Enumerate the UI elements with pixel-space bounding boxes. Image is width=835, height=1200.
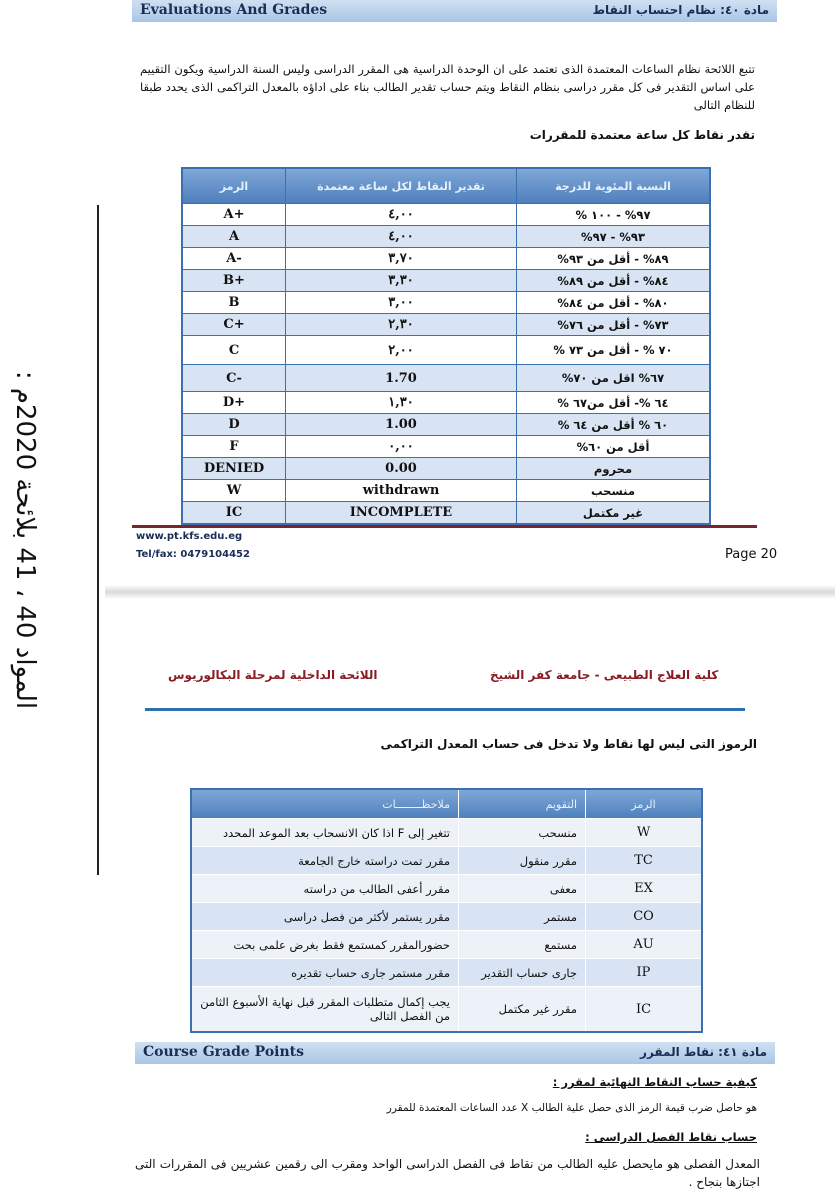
side-annotation-text: المواد 40 ، 41 بلائحة 2020م : [10, 370, 40, 710]
non-gpa-codes-table [190, 788, 703, 1033]
final-points-text: هو حاصل ضرب قيمة الرمز الذى حصل علية الطالب X عدد الساعات المعتمدة للمقرر [386, 1102, 757, 1114]
faculty-name: كلية العلاج الطبيعى - جامعة كفر الشيخ [490, 668, 719, 682]
points-cell: ٤,٠٠ [286, 204, 517, 226]
table-row [182, 458, 710, 480]
symbol-cell: A+ [182, 204, 286, 226]
percent-cell: غير مكتمل [517, 502, 711, 525]
table-row [191, 959, 702, 987]
table-row [191, 875, 702, 903]
code-cell: AU [586, 931, 703, 959]
percent-cell: ٨٩% - أقل من ٩٣% [517, 248, 711, 270]
notes-cell: تتغير إلى F اذا كان الانسحاب بعد الموعد المحدد [191, 819, 459, 847]
evaluation-cell: مستمر [459, 903, 586, 931]
points-cell: 0.00 [286, 458, 517, 480]
footer-website: www.pt.kfs.edu.eg [136, 531, 243, 542]
percent-cell: أقل من ٦٠% [517, 436, 711, 458]
footer-page-number: Page 20 [725, 547, 778, 562]
symbol-cell: DENIED [182, 458, 286, 480]
points-cell: INCOMPLETE [286, 502, 517, 525]
header-title-ar: مادة ٤٠: نظام احتساب النقاط [592, 3, 769, 17]
percent-cell: ٦٤ %- أقل من٦٧ % [517, 392, 711, 414]
percent-cell: ٨٠% - أقل من ٨٤% [517, 292, 711, 314]
table-header-row [182, 168, 710, 204]
table-row [191, 903, 702, 931]
header-divider [145, 708, 745, 711]
footer-divider [132, 525, 757, 528]
code-cell: IP [586, 959, 703, 987]
notes-cell: مقرر أعفى الطالب من دراسته [191, 875, 459, 903]
header-points: تقدير النقاط لكل ساعة معتمدة [286, 168, 517, 204]
header-title-en: Evaluations And Grades [140, 2, 328, 18]
points-cell: ٤,٠٠ [286, 226, 517, 248]
evaluation-cell: مقرر منقول [459, 847, 586, 875]
page-header-bar-2 [135, 1042, 775, 1064]
points-cell: ٠,٠٠ [286, 436, 517, 458]
percent-cell: ٨٤% - أقل من ٨٩% [517, 270, 711, 292]
table-row [182, 414, 710, 436]
points-cell: ٢,٣٠ [286, 314, 517, 336]
percent-cell: ٧٠ % - أقل من ٧٣ % [517, 336, 711, 365]
code-cell: CO [586, 903, 703, 931]
table-row [182, 480, 710, 502]
semester-points-text: المعدل الفصلى هو مايحصل عليه الطالب من نقاط فى الفصل الدراسى الواحد ومقرب الى رقمين عشريين فى المقررات التى اجتازها بنجاح . [135, 1157, 760, 1189]
table-row [182, 204, 710, 226]
points-cell: 1.70 [286, 365, 517, 392]
table-row [182, 336, 710, 365]
points-cell: ٣,٠٠ [286, 292, 517, 314]
left-margin-line [97, 205, 99, 875]
code-cell: EX [586, 875, 703, 903]
percent-cell: ٦٧% اقل من ٧٠% [517, 365, 711, 392]
table-header-row [191, 789, 702, 819]
table-row [182, 226, 710, 248]
notes-cell: مقرر يستمر لأكثر من فصل دراسى [191, 903, 459, 931]
symbol-cell: C- [182, 365, 286, 392]
header2-title-ar: مادة ٤١: نقاط المقرر [640, 1045, 767, 1059]
footer-telfax: Tel/fax: 0479104452 [136, 549, 250, 560]
points-cell: ٣,٧٠ [286, 248, 517, 270]
percent-cell: ٩٣% - ٩٧% [517, 226, 711, 248]
page-header-bar [132, 0, 777, 22]
symbol-cell: B+ [182, 270, 286, 292]
symbol-cell: F [182, 436, 286, 458]
symbol-cell: C+ [182, 314, 286, 336]
percent-cell: ٦٠ % أقل من ٦٤ % [517, 414, 711, 436]
percent-cell: محروم [517, 458, 711, 480]
points-cell: withdrawn [286, 480, 517, 502]
symbol-cell: W [182, 480, 286, 502]
table-row [182, 248, 710, 270]
header-evaluation: التقويم [459, 789, 586, 819]
table-row [182, 392, 710, 414]
points-cell: ٣,٣٠ [286, 270, 517, 292]
symbol-cell: D+ [182, 392, 286, 414]
page-separator [105, 585, 835, 599]
points-cell: 1.00 [286, 414, 517, 436]
notes-cell: يجب إكمال متطلبات المقرر قبل نهاية الأسبوع الثامن من الفصل التالى [191, 987, 459, 1033]
symbol-cell: IC [182, 502, 286, 525]
percent-cell: منسحب [517, 480, 711, 502]
table-row [182, 292, 710, 314]
percent-cell: ٧٣% - أقل من ٧٦% [517, 314, 711, 336]
side-annotation [0, 340, 50, 740]
evaluation-cell: مقرر غير مكتمل [459, 987, 586, 1033]
regulation-title: اللائحة الداخلية لمرحلة البكالوريوس [168, 668, 378, 682]
table-row [191, 931, 702, 959]
final-points-title: كيفية حساب النقاط النهائية لمقرر : [552, 1075, 757, 1089]
table-row [182, 502, 710, 525]
evaluation-cell: معفى [459, 875, 586, 903]
symbol-cell: D [182, 414, 286, 436]
evaluation-cell: مستمع [459, 931, 586, 959]
symbol-cell: A- [182, 248, 286, 270]
table-row [182, 436, 710, 458]
notes-cell: مقرر مستمر جارى حساب تقديره [191, 959, 459, 987]
grade-points-table [181, 167, 711, 525]
table-row [191, 819, 702, 847]
table-row [182, 314, 710, 336]
semester-points-title: حساب نقاط الفصل الدراسى : [585, 1130, 757, 1144]
intro-paragraph: تتبع اللائحة نظام الساعات المعتمدة الذى تعتمد على ان الوحدة الدراسية هى المقرر الدراسى وليس السنة الدراسية ويكون التقييم على اساس التقدير فى كل مقرر دراسى بنظام النقاط ويتم حساب تقدير الطالب بناء على اداؤه بالمعدل التراكمى الذى يحدد طبقا للنظام التالى [140, 62, 755, 112]
table-row [191, 847, 702, 875]
code-cell: IC [586, 987, 703, 1033]
header-percent: النسبة المئوية للدرجة [517, 168, 711, 204]
header-notes: ملاحظــــــــات [191, 789, 459, 819]
symbol-cell: A [182, 226, 286, 248]
header-code: الرمز [586, 789, 703, 819]
table-row [182, 270, 710, 292]
notes-cell: مقرر تمت دراسته خارج الجامعة [191, 847, 459, 875]
percent-cell: ٩٧% - ١٠٠ % [517, 204, 711, 226]
points-cell: ٢,٠٠ [286, 336, 517, 365]
header-symbol: الرمز [182, 168, 286, 204]
notes-cell: حضورالمقرر كمستمع فقط بغرض علمى بحت [191, 931, 459, 959]
symbol-cell: B [182, 292, 286, 314]
table-title: تقدر نقاط كل ساعة معتمدة للمقررات [529, 128, 755, 142]
section-title: الرموز التى ليس لها نقاط ولا تدخل فى حساب المعدل التراكمى [380, 737, 757, 751]
code-cell: TC [586, 847, 703, 875]
evaluation-cell: جارى حساب التقدير [459, 959, 586, 987]
symbol-cell: C [182, 336, 286, 365]
header2-title-en: Course Grade Points [143, 1044, 305, 1060]
points-cell: ١,٣٠ [286, 392, 517, 414]
code-cell: W [586, 819, 703, 847]
table-row [182, 365, 710, 392]
evaluation-cell: منسحب [459, 819, 586, 847]
table-row [191, 987, 702, 1033]
